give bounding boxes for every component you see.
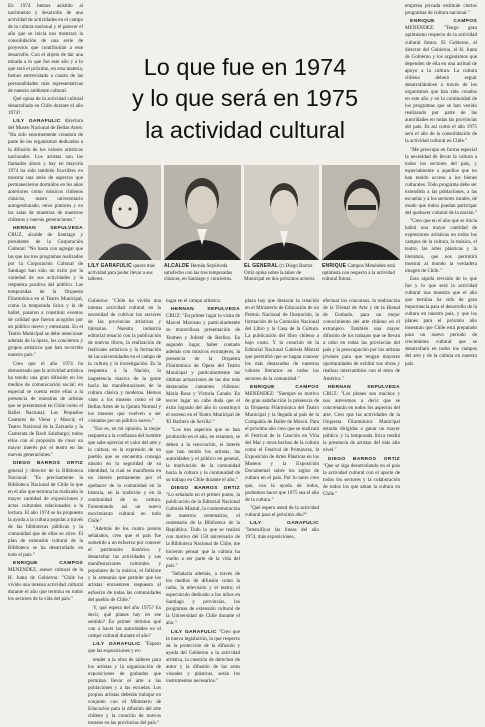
- photo-enrique-campos: [322, 165, 400, 260]
- article-paragraph: MENENDEZ: "Tengo gran optimismo respecto de la actividad cultural futura. El Gobierno, el director del Gobierno, el H. Junta de Gobierno y los organismos que dependen de ella en una actitud de apoyo a la cultura. La cultura chilena deberá seguir desarrollándose a través de los organismos que han sido creados en este año y en la continuidad de los programas que se han venido realizando por parte de las autoridades en todas las provincias del país. Es así como el año 1975 será el año de la consolidación de la actividad cultural en Chile.": [405, 25, 477, 145]
- article-paragraph: "Me preocupa en forma especial la necesidad de llevar la cultura a todos los sectores del país, y especialmente a aquellos que no han tenido acceso a los bienes culturales. Todo programa debe ser extendido a las poblaciones, a las escuelas y a los sectores rurales, de modo que todos puedan participar del quehacer cultural de la nación.": [405, 146, 477, 216]
- article-paragraph: plazo hay que destacar la creación en el Ministerio de Educación de un Premio Nacional de Ilustración, la formación de la Comisión Nacional del Libro y la Casa de la Cultura. La publicación del libro chileno a bajo costo. Y la creación de la Editorial Nacional Gabriela Mistral que permitirá que se hagan conocer los más destacados de nuestros valores literarios en todos los sectores de la comunidad.": [245, 298, 319, 382]
- article-paragraph: "Lo señalado en el primer punto, la publicación de la Editorial Nacional Gabriela Mistral, la conmemoración de nuestros centenarios, el centenario de la Biblioteca de la República. Todo lo que se realizó con motivo del 150 aniversario de la Biblioteca Nacional de Chile, me hicieron pensar que la cultura ha vuelto a ser parte de la vida del país.": [166, 492, 240, 569]
- column-2: [88, 298, 161, 727]
- headline-line-1: Lo que fue en 1974: [143, 53, 347, 80]
- article-paragraph: directora del Museo Nacional de Bellas Artes: "Ha sido enormemente creadora de parte de los organismos dedicados a la difusión de los valores artísticos nacionales. Los artistas son los llamados ahora y hay en mayoría 1974 ha sido también fructífero en mostrar una serie de aspectos que permanecieron dormidos en los años anteriores como músicos chilenos clásicos, teatro universitario autogestionado, otros pintores y en las salas de muestras de maestros chilenos y nuevas generaciones.": [8, 118, 83, 223]
- interviewee-name: LILY GARAFULIC: [171, 629, 217, 635]
- interviewee-name: ENRIQUE CAMPOS: [410, 19, 477, 25]
- caption-text: quiere más actividad para poder llevar a sus talleres.: [88, 264, 155, 283]
- photo-caption: [322, 263, 400, 297]
- article-paragraph: lugar en el campo artístico.: [166, 298, 222, 304]
- interviewee-name: ENRIQUE CAMPOS: [250, 384, 319, 390]
- photo-caption: [88, 263, 161, 297]
- caption-text: (r) Diego Barros Ortiz opina sobre la labor de Municipal en dos próximos actores.: [244, 264, 316, 283]
- article-paragraph: "Creo que en el año que se inicia habrá una mayor cantidad de expresiones artísticas en todos los campos de la cultura, la música, el teatro, las artes plásticas y la literatura, que nos permitirá mostrar al mundo la verdadera imagen de Chile.": [405, 218, 477, 274]
- article-paragraph: "Creo que la nueva legislación, la que respecto de la protección de la difusión y ayuda del Gobierno a la actividad artística, la cuestión de derechos de autor y la difusión de las artes visuales y plásticas, serán los instrumentos necesarios.": [166, 628, 240, 684]
- interviewee-name: HERNAN SEPULVEDA: [171, 307, 240, 313]
- article-paragraph: Gobierno: "Chile ha vivido una intensa actividad cultural en la necesidad de cultivar los sectores de las provincias artísticas y literarias. Nuestra industria editorial renació con la publicación de nuevos libros, la realización de festivales artísticos y la formación de las universidades en el campo de la cultura y la investigación. Es la respuesta a la Nación, la inapetencia masiva de la gente hacia las manifestaciones de la cultura clásica y moderna. Hemos visto a los museos como el de Bellas Artes de la Quinta Normal y los museos que vuelven a ser visitados por un público nuevo.": [88, 298, 161, 424]
- column-1: [8, 3, 83, 602]
- photo-lily-garafulic: [88, 165, 161, 260]
- article-paragraph: "Además de los cuatro puntos señalados, creo que el país fue sometido a un esfuerzo por conocer el patrimonio histórico y desarrollar las actividades y sus manifestaciones culturales y populares de la música, el folklore y la artesanía que permite que los artistas encuentren respuesta al esfuerzo de todas las comunidades del pueblo de Chile.": [88, 526, 161, 603]
- caption-name: ALCALDE: [164, 263, 190, 269]
- caption-name: LILY GARAFULIC: [88, 263, 132, 269]
- article-paragraph: CRUZ: "Los planes son muchos y nos atrevemos a decir que se concretarán en todos los aspectos del arte. Creo que las actividades de la Orquesta Filarmónica Municipal estarán dirigidas a ganar un mayor público y la temporada lírica tendrá la presencia de artistas del más alto nivel.": [323, 390, 400, 454]
- article-paragraph: Esta rápida revisión de lo que fue y lo que será la actividad cultural nos muestra que el año que termina ha sido de gran importancia para el desarrollo de la cultura en nuestro país, y que los planes para el próximo año muestran que Chile está preparado para un nuevo período de crecimiento cultural que se desarrollará en todos los campos del arte y de la cultura en nuestro país.: [405, 275, 477, 367]
- article-paragraph: "Los tres aspectos que se han producido en el año, en resumen, se deben a la renovación, el interés que han tenido los artistas, las autoridades y el público en general, la motivación de la comunidad hacia la cultura y la continuidad de su trabajo en Chile durante el año.": [166, 427, 240, 483]
- article-paragraph: MENENDEZ: "Siempre es motivo de gran satisfacción la presencia de la Orquesta Filarmónica del Teatro Municipal y la llegada al país de la Compañía de Ballet de Moscú. Para el próximo año creo que se realizará el Festival de la Canción en Viña del Mar y otros hechos de la cultura como el Festival de Primavera, la Exposición de Artes Plásticas en los Museos y la Exposición Documental sobre los siglos de cultura en el país. Por lo tanto creo que, con la ayuda de todos, podremos hacer que 1975 sea el año de la cultura.": [245, 390, 319, 503]
- article-paragraph: CRUZ, alcalde de Santiago y presidente de la Corporación Cultural: "No basta con agregar que las que los tres programas realizados por la Corporación Cultural de Santiago han sido un éxito por la variedad de sus actividades y la respuesta positiva del público. Las temporadas de la Orquesta Filarmónica en el Teatro Municipal, como la temporada lírica y la de ballet, pasaron a constituir eventos de calidad que fueron acogidos por un público nuevo y entusiasta. En el Teatro Municipal se debe mencionar además de la ópera, los conciertos y grupos artísticos que han recorrido nuestro país.": [8, 232, 83, 359]
- caption-name: EL GENERAL: [244, 263, 279, 269]
- caption-name: ENRIQUE: [322, 263, 347, 269]
- article-paragraph: CRUZ: "En primer lugar la visita de Marcel Marceau y particularmente su maravillosa presentación de 'Romeo y Julieta' de Berlioz. En segundo lugar, haber contado además con músicos extranjeros, la presencia de la Orquesta Filarmónica de Opera del Teatro Municipal y particularmente las últimas actuaciones de las dos más destacadas cantantes chilenas: María Rosa y Victoria Canale. En tercer lugar no cabe duda que el éxito logrado del año lo constituyó el estreno en el Teatro Municipal de 'El Barbero de Sevilla'.": [166, 313, 240, 426]
- article-paragraph: "Señalaría además, a través de los medios de difusión como la radio, la televisión y el teatro; el espectáculo dedicado a los niños en Santiago y provincias, los programas de extensión cultural de la Universidad de Chile durante el año.": [166, 570, 240, 627]
- interviewee-name: DIEGO BARROS ORTIZ: [328, 456, 400, 462]
- article-paragraph: Creo que el año 1974 ha demostrado que la actividad artística ha tenido una gran difusión en los medios de comunicación social; en especial se cuenta entre ellas a la presencia de muestras de artistas que se presentaron en Chile como el Ballet Nacional, Los Pequeños Cantores de Viena y Moscú; el Teatro Nacional de la Zarzuela y la Camerata de Bach Salzburgo; todos ellos con el propósito de crear un mayor interés por el teatro en las nuevas generaciones.": [8, 360, 83, 459]
- interviewee-name: DIEGO BARROS ORTIZ: [171, 486, 240, 492]
- interviewee-name: HERNAN SEPULVEDA: [328, 384, 400, 390]
- photo-hernan-sepulveda: [164, 165, 241, 260]
- article-paragraph: Qué opina de la actividad cultural desarrollada en Chile durante el año 1974?: [8, 95, 83, 116]
- column-5: [323, 298, 400, 597]
- article-paragraph: "Intensificar las líneas del año 1974, más exposiciones,: [245, 527, 319, 541]
- column-3: [166, 298, 240, 684]
- interviewee-name: LILY GARAFULIC: [13, 119, 61, 125]
- article-paragraph: MENENDEZ, asesor cultural de la H. Junta de Gobierno: "Chile ha vivido una intensa actividad cultural durante el año que termina en todos los sectores de la vida del país.": [8, 567, 83, 602]
- article-paragraph: "Que se siga desarrollando en el país la actividad cultural con el aporte de todos los sectores y la colaboración de todos los que aman la cultura en Chile.": [323, 462, 400, 497]
- interviewee-name: HERNAN SEPULVEDA: [13, 226, 83, 232]
- photo-caption: [164, 263, 241, 297]
- interviewee-name: DIEGO BARROS ORTIZ: [13, 461, 83, 467]
- headline: [82, 52, 408, 147]
- headline-line-2: y lo que será en 1975: [131, 85, 359, 112]
- column-4: [245, 298, 319, 597]
- headline-line-3: la actividad cultural: [145, 116, 345, 143]
- article-paragraph: Y, qué espera del año 1975? Es decir, qué planes hay en ese sentido? En primer término qué van a hacer las autoridades en el campo cultural durante el año?: [88, 604, 161, 640]
- article-paragraph: efectuar los concursos, la realización de la Trienal de Arte y de la Bienal de Grabado, para un mejor conocimiento del arte chileno en el extranjero. También una mayor difusión de los trabajos que se llevan a cabo en todas las provincias del país y la preocupación por los artistas jóvenes para que tengan mayores oportunidades de exhibir sus obras y realizar intercambios con el resto de América.": [323, 298, 400, 382]
- article-paragraph: "Eso es, en mi opinión, la mejor respuesta a la confianza del hombre que sabe apreciar el valor del arte y la cultura, es la expresión de un pueblo que se encuentra consigo mismo en la seguridad de su identidad, la cual se manifiesta en un interés permanente por el quehacer de la comunidad en la historia, en la tradición y en la continuidad de su cultura. Fomentando así un nuevo movimiento cultural en todo Chile.": [88, 426, 161, 524]
- article-paragraph: En 1974 hemos asistido al nacimiento y desarrollo de una actividad de actividades en el campo de la cultura nacional y el parecer el año que se inicia nos mostrará la consolidación de una serie de proyectos que contribuirán a este desarrollo. Con el objeto de dar una mirada a lo que fue este año y a lo que será el próximo, en esta materia, hemos entrevistado a cuatro de las personalidades más representativas de nuestro ambiente cultural.: [8, 3, 83, 94]
- photo-caption: [244, 263, 319, 297]
- interviewee-name: LILY GARAFULIC: [250, 521, 319, 527]
- caption-text: Hernán Sepúlveda satisfecho con las tres temporadas clásicas, en Santiago y conciertos.: [164, 264, 233, 283]
- interviewee-name: LILY GARAFULIC: [93, 642, 141, 648]
- interviewee-name: ENRIQUE CAMPOS: [13, 561, 83, 567]
- article-paragraph: general y director de la Biblioteca Nacional: "Es precisamente la Biblioteca Nacional de Chile la que en el año que termina ha realizado la mayor cantidad de exposiciones y actos culturales relacionados a la lectura. El año 1974 se ha propuesto la ayuda a la cultura popular a través de las bibliotecas públicas y la comunidad que de ellas se sirve. El plan de extensión cultural de la Biblioteca se ha desarrollado en todo el país.": [8, 467, 83, 559]
- column-6: [405, 3, 477, 597]
- article-paragraph: "Qué espera usted de la actividad cultural para el próximo año?": [245, 504, 319, 518]
- article-paragraph: empresa privada estimule ciertos programas de cultura nacional.": [405, 3, 477, 17]
- caption-text: Campos Menéndez está optimista con respecto a la actividad cultural futura.: [322, 264, 395, 283]
- article-paragraph: tender a la obra de talleres para los artistas y la organización de exposiciones de grabados que permitan llevar el arte a las poblaciones y a las escuelas. Los propios artistas deberán trabajar en conjunto con el Ministerio de Educación para la difusión del arte chileno y la creación de nuevos museos en las provincias del país.": [88, 656, 161, 727]
- photo-diego-barros: [244, 165, 319, 260]
- article-paragraph: "Espero que las exposiciones y ex-: [88, 641, 161, 655]
